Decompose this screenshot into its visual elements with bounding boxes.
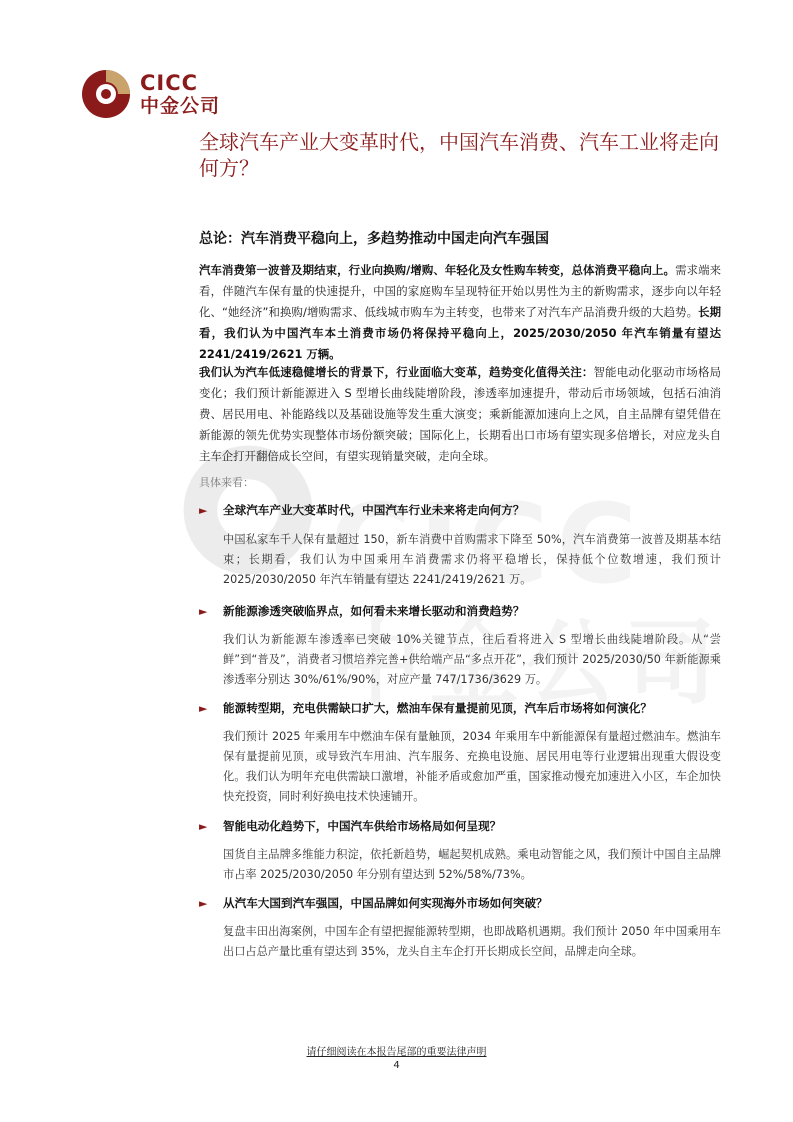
para2-text: 智能电动化驱动市场格局变化；我们预计新能源进入 S 型增长曲线陡增阶段，渗透率加速提升，带动后市场领域，包括石油消费、居民用电、补能路线以及基础设施等发生重大演变；乘新能源加速向上之风，自主品牌有望凭借在新能源的领先优势实现整体市场份额突破；国际化上，长期看出口市场有望实现多倍增长，对应龙头自主车企打开翻倍成长空间，有望实现销量突破，走向全球。 <box>199 365 721 463</box>
triangle-right-icon: ► <box>199 504 208 517</box>
detail-label: 具体来看： <box>199 476 254 489</box>
cicc-emblem-icon <box>80 68 132 120</box>
item-body-1: 中国私家车千人保有量超过 150，新车消费中首购需求下降至 50%，汽车消费第一波普及期基本结束；长期看，我们认为中国乘用车消费需求仍将平稳增长，保持低个位数增速，我们预计 2025/2030/2050 年汽车销量有望达 2241/2419/2621 万。 <box>223 533 721 586</box>
item-body-4: 国货自主品牌多维能力积淀，依托新趋势，崛起契机成熟。乘电动智能之风，我们预计中国自主品牌市占率 2025/2030/2050 年分别有望达到 52%/58%/73%。 <box>223 848 721 881</box>
para1-text: 需求端来看，伴随汽车保有量的快速提升，中国的家庭购车呈现特征开始以男性为主的新购需求，逐步向以年轻化、“她经济”和换购/增购需求、低线城市购车为主转变，也带来了对汽车产品消费升级的大趋势。 <box>199 263 721 319</box>
logo-text-cn: 中金公司 <box>140 94 221 117</box>
triangle-right-icon: ► <box>199 605 208 618</box>
item-heading-5: ► 从汽车大国到汽车强国，中国品牌如何实现海外市场如何突破？ <box>199 896 548 910</box>
page-title: 全球汽车产业大变革时代，中国汽车消费、汽车工业将走向何方？ <box>199 130 719 180</box>
item-heading-2: ► 新能源渗透突破临界点，如何看未来增长驱动和消费趋势？ <box>199 604 525 618</box>
item-heading-3: ► 能源转型期，充电供需缺口扩大，燃油车保有量提前见顶，汽车后市场将如何演化？ <box>199 701 652 715</box>
logo-text-en: CICC <box>140 70 199 95</box>
triangle-right-icon: ► <box>199 702 208 715</box>
triangle-right-icon: ► <box>199 820 208 833</box>
section-heading: 总论：汽车消费平稳向上，多趋势推动中国走向汽车强国 <box>199 231 549 247</box>
summary-paragraph-2 <box>199 362 721 467</box>
para1-bold-lead: 汽车消费第一波普及期结束，行业向换购/增购、年轻化及女性购车转变，总体消费平稳向上。 <box>199 263 676 277</box>
para2-bold-lead: 我们认为汽车低速稳健增长的背景下，行业面临大变革，趋势变化值得关注： <box>199 365 594 379</box>
item-body-3: 我们预计 2025 年乘用车中燃油车保有量触顶，2034 年乘用车中新能源保有量超过燃油车。燃油车保有量提前见顶，或导致汽车用油、汽车服务、充换电设施、居民用电等行业逻辑出现重大假设变化。我们认为明年充电供需缺口激增，补能矛盾或愈加严重，国家推动慢充加速进入小区，车企加快快充投资，同时利好换电技术快速铺开。 <box>223 730 721 803</box>
para1-bold-conclusion: 长期看，我们认为中国汽车本土消费市场仍将保持平稳向上，2025/2030/2050 年汽车销量有望达 2241/2419/2621 万辆。 <box>199 305 721 361</box>
item-heading-4: ► 智能电动化趋势下，中国汽车供给市场格局如何呈现？ <box>199 819 502 833</box>
summary-paragraph-1 <box>199 260 721 365</box>
item-heading-1: ► 全球汽车产业大变革时代，中国汽车行业未来将走向何方？ <box>199 503 525 517</box>
cicc-logo <box>80 68 220 120</box>
legal-disclaimer-link[interactable]: 请仔细阅读在本报告尾部的重要法律声明 <box>306 1047 487 1058</box>
item-body-2: 我们认为新能源车渗透率已突破 10%关键节点，往后看将进入 S 型增长曲线陡增阶段。从“尝鲜”到“普及”，消费者习惯培养完善+供给端产品“多点开花”，我们预计 2025/2030/50 年新能源乘渗透率分别达 30%/61%/90%，对应产量 747/1736/3629 万。 <box>223 633 721 686</box>
item-body-5: 复盘丰田出海案例，中国车企有望把握能源转型期，也即战略机遇期。我们预计 2050 年中国乘用车出口占总产量比重有望达到 35%，龙头自主车企打开长期成长空间，品牌走向全球。 <box>223 925 721 958</box>
page-number: 4 <box>393 1060 400 1071</box>
triangle-right-icon: ► <box>199 897 208 910</box>
